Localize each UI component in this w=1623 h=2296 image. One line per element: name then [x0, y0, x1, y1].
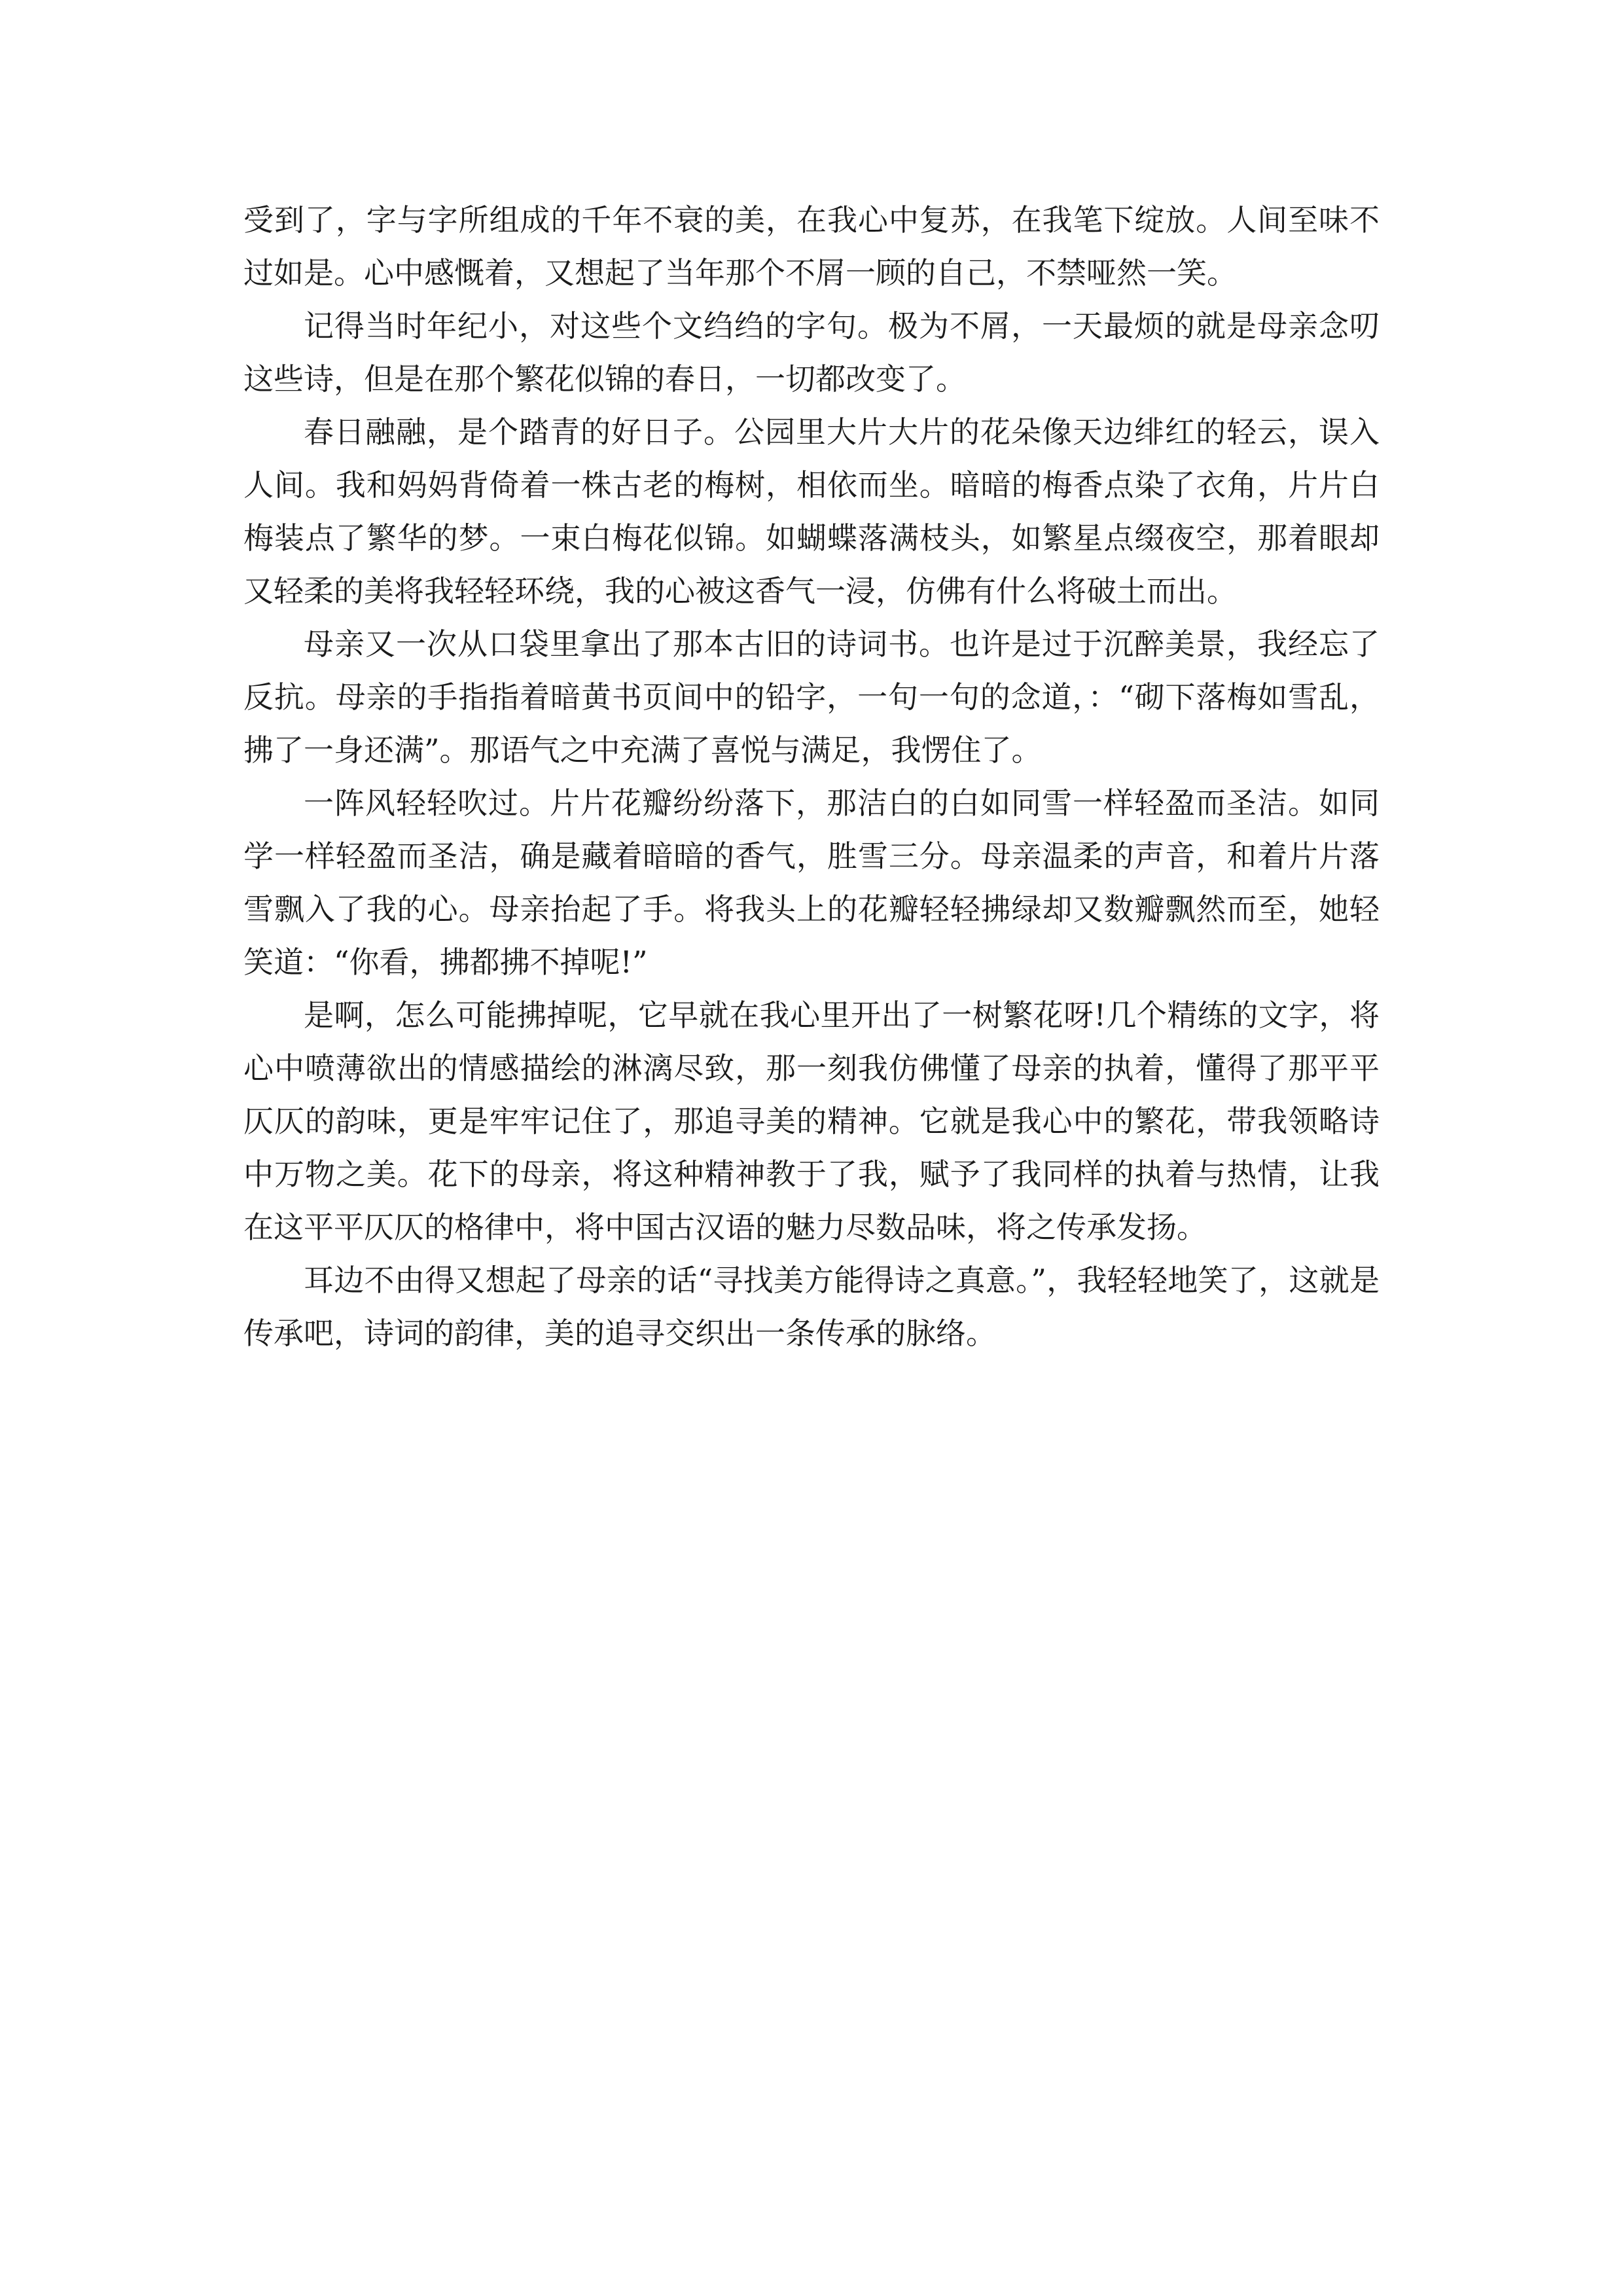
paragraph-conclusion: 耳边不由得又想起了母亲的话“寻找美方能得诗之真意。”，我轻轻地笑了，这就是传承吧，诗词的韵律，美的追寻交织出一条传承的脉络。 — [243, 1263, 1380, 1351]
paragraph-spring-day: 春日融融，是个踏青的好日子。公园里大片大片的花朵像天边绯红的轻云，误入人间。我和妈妈背倚着一株古老的梅树，相依而坐。暗暗的梅香点染了衣角，片片白梅装点了繁华的梦。一束白梅花似锦。如蝴蝶落满枝头，如繁星点缀夜空，那着眼却又轻柔的美将我轻轻环绕，我的心被这香气一浸，仿佛有什么将破土而出。 — [243, 414, 1380, 609]
paragraph-childhood-memory: 记得当时年纪小，对这些个文绉绉的字句。极为不屑，一天最烦的就是母亲念叨这些诗，但是在那个繁花似锦的春日，一切都改变了。 — [243, 308, 1380, 397]
paragraph-poetry-book: 母亲又一次从口袋里拿出了那本古旧的诗词书。也许是过于沉醉美景，我经忘了反抗。母亲的手指指着暗黄书页间中的铅字，一句一句的念道，：“砌下落梅如雪乱，拂了一身还满”。那语气之中充满了喜悦与满足，我愣住了。 — [243, 626, 1380, 768]
paragraph-continuation: 受到了，字与字所组成的千年不衰的美，在我心中复苏，在我笔下绽放。人间至味不过如是。心中感慨着，又想起了当年那个不屑一顾的自己，不禁哑然一笑。 — [243, 202, 1380, 291]
paragraph-realization: 是啊，怎么可能拂掉呢，它早就在我心里开出了一树繁花呀!几个精练的文字，将心中喷薄欲出的情感描绘的淋漓尽致，那一刻我仿佛懂了母亲的执着，懂得了那平平仄仄的韵味，更是牢牢记住了，那追寻美的精神。它就是我心中的繁花，带我领略诗中万物之美。花下的母亲，将这种精神教于了我，赋予了我同样的执着与热情，让我在这平平仄仄的格律中，将中国古汉语的魅力尽数品味，将之传承发扬。 — [243, 997, 1380, 1245]
paragraph-falling-petals: 一阵风轻轻吹过。片片花瓣纷纷落下，那洁白的白如同雪一样轻盈而圣洁。如同学一样轻盈而圣洁，确是藏着暗暗的香气，胜雪三分。母亲温柔的声音，和着片片落雪飘入了我的心。母亲抬起了手。将我头上的花瓣轻轻拂绿却又数瓣飘然而至，她轻笑道：“你看，拂都拂不掉呢!” — [243, 785, 1380, 980]
essay-body — [243, 194, 1380, 1360]
